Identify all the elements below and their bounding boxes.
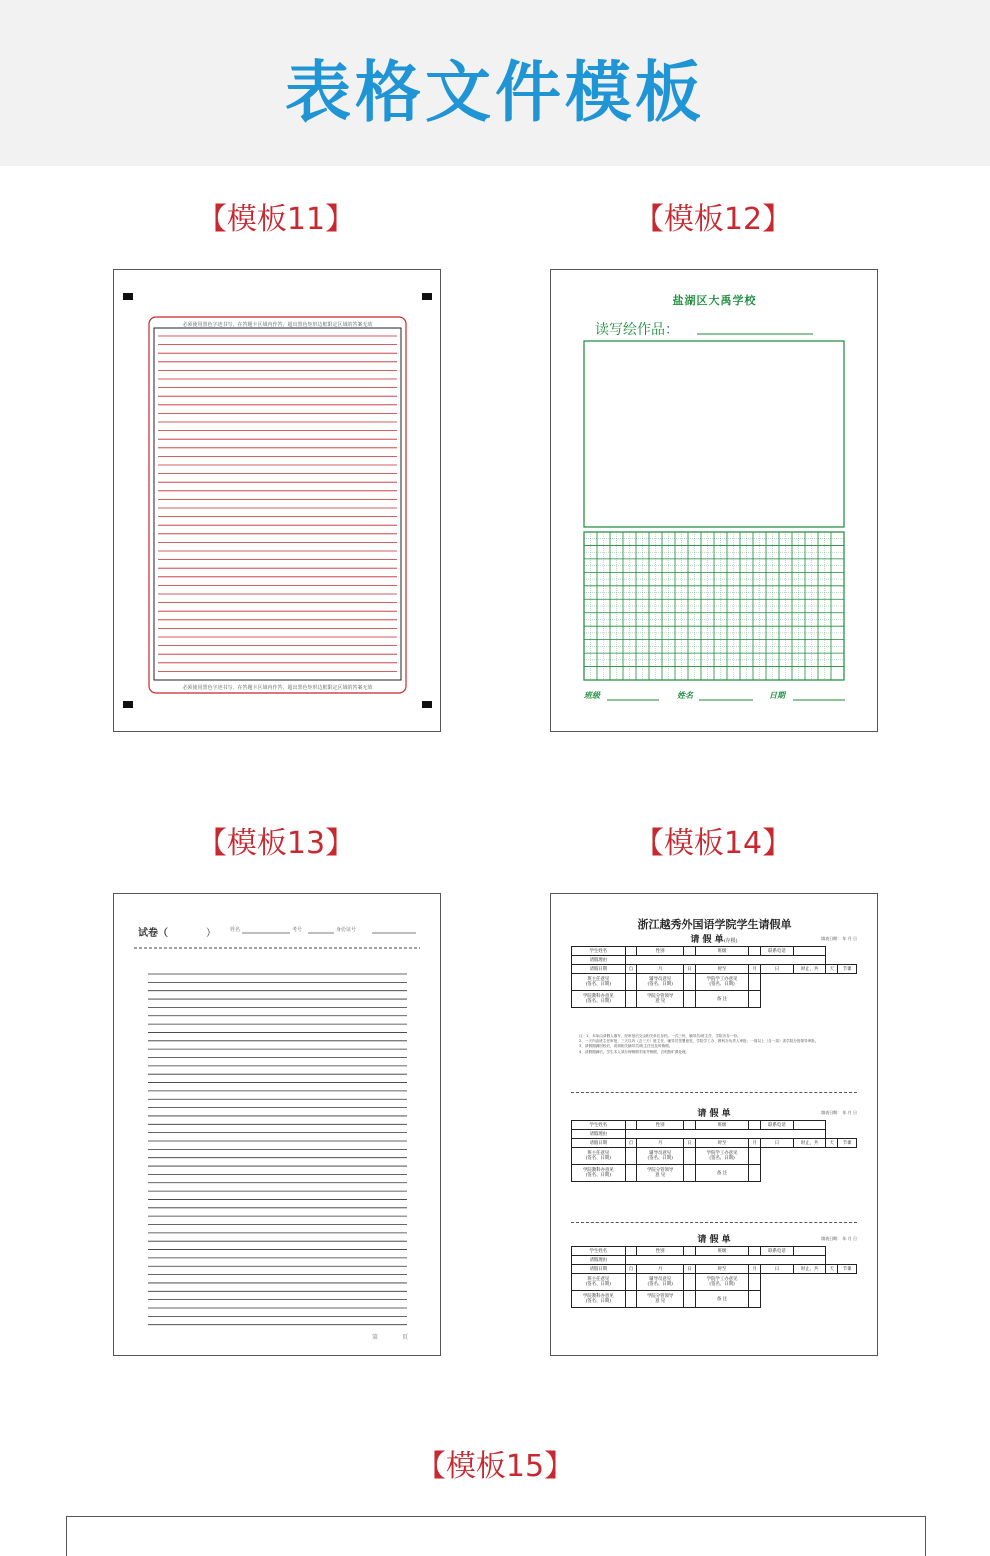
table-cell: 学生姓名 [572, 947, 626, 956]
template-12-sheet[interactable] [550, 269, 878, 732]
table-cell[interactable] [683, 1247, 695, 1256]
leave-note-line: 注：1、本单由请假人填写，经审批后交由相关单位存档，一式三份，辅导员/班主任、学院各存一份。 [579, 1034, 741, 1038]
table-cell[interactable] [683, 991, 695, 1008]
table-cell: 学院教科办意见 (签名、日期) [572, 991, 626, 1008]
table-cell[interactable] [625, 991, 637, 1008]
template-15-sheet[interactable] [66, 1516, 926, 1556]
table-cell: 班级 [695, 947, 749, 956]
table-cell[interactable] [793, 1247, 826, 1256]
alignment-marker [123, 701, 133, 708]
table-cell: 时止，共 [793, 965, 826, 974]
table-cell[interactable] [625, 1121, 637, 1130]
table-row [572, 991, 857, 1008]
table-cell: 备 注 [695, 991, 749, 1008]
template-13-sheet[interactable] [113, 893, 441, 1356]
table-cell[interactable] [749, 1121, 761, 1130]
leave-slip-heading-note: (存根) [723, 938, 738, 944]
table-cell[interactable] [625, 1274, 637, 1291]
table-row [572, 1121, 857, 1130]
table-cell: 月 [749, 965, 761, 974]
table-cell: 性别 [637, 1247, 684, 1256]
leave-note-line: 2、一天内由班主任审批；三天以内（含三天）班主任、辅导员签署意见，学院学工办、教科办负责人审批；一周以上（含一周）须学院分管领导审批。 [579, 1039, 819, 1044]
table-row [572, 1256, 857, 1265]
table-cell: 学院学工办意见 (签名、日期) [695, 1148, 749, 1165]
template-label-12: 【模板12】 [633, 202, 793, 237]
template-12-date-label: 日期 [769, 691, 785, 700]
template-14-title: 浙江越秀外国语学院学生请假单 [637, 918, 792, 931]
template-11-sheet[interactable] [113, 269, 441, 732]
table-row [572, 1274, 857, 1291]
table-cell[interactable] [625, 1247, 637, 1256]
table-cell[interactable] [625, 974, 637, 991]
table-cell: 请假理由 [572, 1130, 626, 1139]
table-cell: 请假日期 [572, 1265, 626, 1274]
template-12-name-label: 姓名 [677, 691, 693, 700]
table-cell: 班主任意见 (签名、日期) [572, 974, 626, 991]
table-row [572, 1291, 857, 1308]
table-cell: 备 注 [695, 1165, 749, 1182]
table-cell: 班级 [695, 1247, 749, 1256]
table-cell: 学院学工办意见 (签名、日期) [695, 1274, 749, 1291]
table-cell[interactable] [625, 947, 637, 956]
table-cell[interactable] [683, 947, 695, 956]
table-row [572, 965, 857, 974]
alignment-marker [422, 293, 432, 300]
table-cell: 月 [637, 1139, 684, 1148]
table-cell[interactable] [793, 1121, 826, 1130]
table-row [572, 974, 857, 991]
table-cell: 自 [625, 1265, 637, 1274]
leave-slip-heading-text: 请 假 单 [697, 1109, 731, 1119]
table-cell: 节课 [838, 965, 857, 974]
template-13-drawing [114, 894, 441, 1356]
table-cell: 时至 [695, 1139, 749, 1148]
alignment-marker [123, 293, 133, 300]
table-cell: 学院教科办意见 (签名、日期) [572, 1165, 626, 1182]
table-cell: 时止，共 [793, 1265, 826, 1274]
table-cell: 班主任意见 (签名、日期) [572, 1274, 626, 1291]
template-12-class-label: 班级 [584, 691, 600, 700]
leave-slip-date-label: 填表日期： 年 月 日 [821, 936, 857, 941]
table-cell[interactable] [625, 1256, 826, 1265]
leave-slip-heading-text: 请 假 单 [690, 935, 724, 945]
template-11-bottom-note: 必须使用黑色字迹书写，在答题卡区域内作答，超出黑色矩形边框限定区域的答案无效 [182, 685, 373, 691]
table-cell: 节课 [838, 1139, 857, 1148]
table-cell[interactable] [749, 974, 761, 991]
table-row [572, 1139, 857, 1148]
template-13-exam-label: 试卷（ [138, 928, 168, 939]
leave-note-line: 4、请假期满后，学生本人须办理销假手续并销假，否则按旷课处理。 [579, 1049, 690, 1054]
table-cell: 天 [826, 965, 838, 974]
leave-slip-date-label: 填表日期： 年 月 日 [821, 1236, 857, 1241]
template-13-id-label: 身份证号 [336, 927, 357, 933]
table-cell: 请假日期 [572, 1139, 626, 1148]
cut-line [571, 1222, 857, 1223]
table-cell[interactable] [683, 1291, 695, 1308]
leave-slip-heading [571, 1232, 857, 1245]
page-header [0, 0, 990, 166]
table-cell: 自 [625, 965, 637, 974]
table-cell[interactable] [683, 974, 695, 991]
table-cell[interactable] [749, 991, 761, 1008]
table-row [572, 947, 857, 956]
answer-box-border [154, 328, 401, 680]
table-row [572, 1148, 857, 1165]
table-cell: 自 [625, 1139, 637, 1148]
template-13-exam-no-label: 考号 [292, 927, 303, 933]
template-13-name-label: 姓名 [230, 927, 241, 933]
table-cell: 学院分管领导 意 见 [637, 1165, 684, 1182]
table-cell: 备 注 [695, 1291, 749, 1308]
table-cell[interactable] [683, 1121, 695, 1130]
table-cell: 天 [826, 1139, 838, 1148]
table-cell: 性别 [637, 947, 684, 956]
table-cell: 班主任意见 (签名、日期) [572, 1148, 626, 1165]
table-cell: 日 [683, 1139, 695, 1148]
alignment-marker [422, 701, 432, 708]
table-row [572, 1265, 857, 1274]
table-cell: 请假理由 [572, 1256, 626, 1265]
table-cell: 学院教科办意见 (签名、日期) [572, 1291, 626, 1308]
leave-slip-heading-text: 请 假 单 [697, 1235, 731, 1245]
template-14-sheet[interactable] [550, 893, 878, 1356]
table-cell[interactable] [683, 1274, 695, 1291]
table-cell: 学院学工办意见 (签名、日期) [695, 974, 749, 991]
template-13-page-suffix: 页 [402, 1334, 409, 1341]
leave-slip-date-label: 填表日期： 年 月 日 [821, 1110, 857, 1115]
table-cell: 日 [683, 965, 695, 974]
table-cell: 学院分管领导 意 见 [637, 1291, 684, 1308]
table-cell: 联系电话 [761, 947, 794, 956]
table-cell: 性别 [637, 1121, 684, 1130]
template-label-11: 【模板11】 [196, 202, 356, 237]
table-cell[interactable] [749, 1274, 761, 1291]
leave-slip-table [571, 1120, 857, 1182]
table-cell: 学院分管领导 意 见 [637, 991, 684, 1008]
table-cell: 请假日期 [572, 965, 626, 974]
table-cell: 月 [637, 1265, 684, 1274]
table-cell: 学生姓名 [572, 1247, 626, 1256]
table-cell: 辅导员意见 (签名、日期) [637, 1274, 684, 1291]
cut-line [571, 1092, 857, 1093]
table-cell[interactable] [749, 1291, 761, 1308]
table-cell: 时至 [695, 1265, 749, 1274]
table-cell: 节课 [838, 1265, 857, 1274]
table-cell[interactable] [749, 1165, 761, 1182]
table-row [572, 956, 857, 965]
table-cell: 月 [637, 965, 684, 974]
template-11-drawing [114, 270, 441, 732]
table-cell[interactable] [683, 1148, 695, 1165]
table-cell[interactable] [625, 1130, 826, 1139]
leave-slip-heading [571, 1106, 857, 1119]
table-cell[interactable] [683, 1165, 695, 1182]
table-cell: 时止，共 [793, 1139, 826, 1148]
answer-area-border [149, 317, 406, 693]
template-12-drawing [551, 270, 878, 732]
table-cell: 日 [761, 965, 794, 974]
template-label-15: 【模板15】 [415, 1449, 575, 1484]
table-cell: 天 [826, 1265, 838, 1274]
table-cell: 日 [761, 1265, 794, 1274]
template-11-top-note: 必须使用黑色字迹书写，在答题卡区域内作答，超出黑色矩形边框限定区域的答案无效 [182, 322, 373, 328]
template-12-work-label: 读写绘作品： [595, 322, 679, 338]
table-cell: 请假理由 [572, 956, 626, 965]
table-cell: 时至 [695, 965, 749, 974]
table-cell: 月 [749, 1139, 761, 1148]
table-cell: 辅导员意见 (签名、日期) [637, 974, 684, 991]
leave-slip-table [571, 1246, 857, 1308]
table-cell[interactable] [749, 1148, 761, 1165]
table-cell: 日 [683, 1265, 695, 1274]
table-row [572, 1247, 857, 1256]
leave-slip-table [571, 946, 857, 1008]
table-cell: 学生姓名 [572, 1121, 626, 1130]
page-title: 表格文件模板 [285, 54, 705, 131]
table-cell: 联系电话 [761, 1247, 794, 1256]
template-label-13: 【模板13】 [196, 826, 356, 861]
table-cell[interactable] [625, 1291, 637, 1308]
template-label-14: 【模板14】 [633, 826, 793, 861]
leave-note-line: 3、请假期满回校后，须到相关辅导员/班主任处及时销假。 [579, 1044, 673, 1049]
table-cell[interactable] [749, 1247, 761, 1256]
table-cell: 联系电话 [761, 1121, 794, 1130]
table-cell[interactable] [625, 956, 826, 965]
leave-slip-heading [571, 932, 857, 945]
table-cell[interactable] [625, 1148, 637, 1165]
table-cell: 班级 [695, 1121, 749, 1130]
template-12-school-name: 盐湖区大禹学校 [672, 294, 757, 307]
drawing-box [584, 341, 844, 527]
table-row [572, 1130, 857, 1139]
table-row [572, 1165, 857, 1182]
template-13-exam-close: ） [206, 928, 216, 939]
table-cell: 日 [761, 1139, 794, 1148]
table-cell[interactable] [625, 1165, 637, 1182]
table-cell: 月 [749, 1265, 761, 1274]
template-13-page-label: 第 [372, 1334, 379, 1341]
table-cell: 辅导员意见 (签名、日期) [637, 1148, 684, 1165]
leave-notes [579, 1034, 849, 1055]
table-cell[interactable] [749, 947, 761, 956]
table-cell[interactable] [793, 947, 826, 956]
